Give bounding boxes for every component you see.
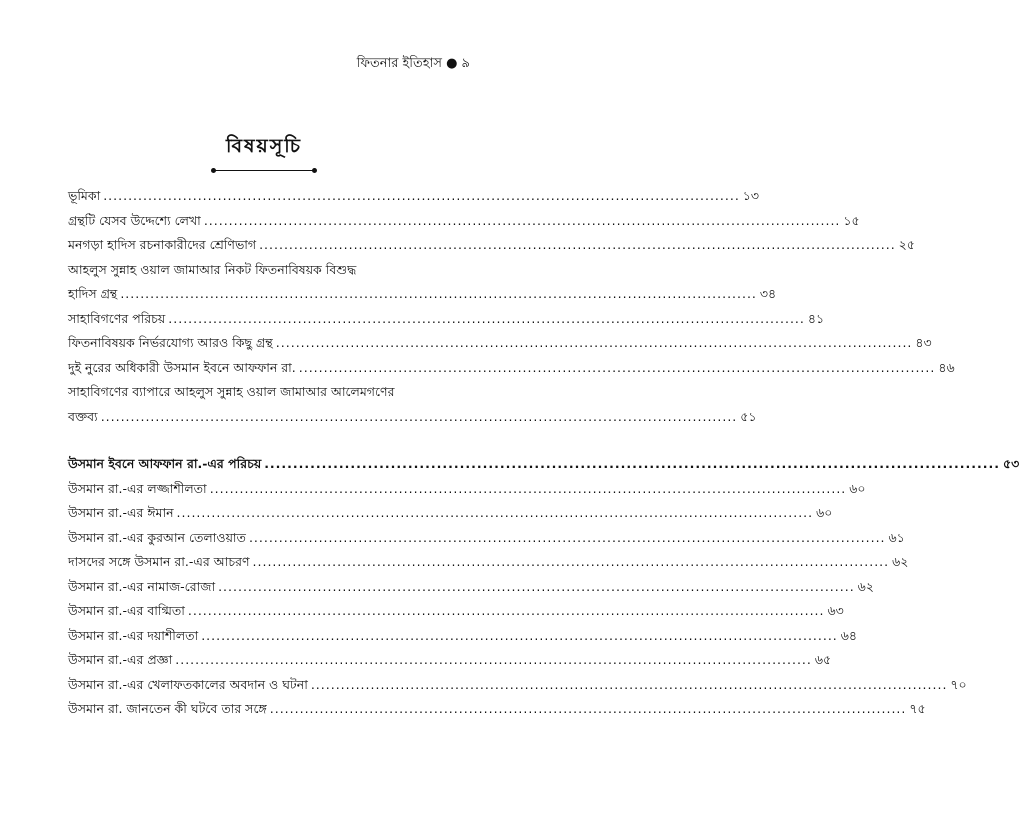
toc-entry-page: ৬০ (816, 505, 833, 520)
toc-entry-label: বক্তব্য (68, 408, 98, 424)
toc-leader-dots: ................................................................................................................................ (176, 505, 814, 520)
toc-entry-page: ৬২ (857, 578, 874, 594)
toc-entry-line-1 (68, 380, 460, 405)
toc-entry (68, 697, 926, 722)
toc-section-heading (68, 452, 1019, 477)
toc-entry (68, 501, 833, 526)
toc-entry-label: উসমান রা.-এর প্রজ্ঞা (68, 652, 173, 667)
toc-entry (68, 356, 955, 381)
toc-entry (68, 331, 932, 356)
toc-leader-dots: ................................................................................................................................ (218, 578, 855, 594)
toc-part-1 (68, 184, 955, 429)
toc-entry-label: উসমান রা. জানতেন কী ঘটবে তার সঙ্গে (68, 701, 267, 716)
toc-leader-dots: ................................................................................................................................ (209, 480, 847, 496)
toc-entry-label: দুই নুরের অধিকারী উসমান ইবনে আফফান রা. (68, 359, 296, 375)
toc-entry (68, 307, 825, 332)
toc-entry (68, 575, 874, 600)
title-wrapper (0, 132, 528, 171)
toc-leader-dots: ................................................................................................................................ (168, 310, 805, 326)
toc-entry (68, 184, 760, 209)
toc-leader-dots: ................................................................................................................................ (298, 359, 936, 375)
toc-entry (68, 526, 905, 551)
toc-leader-dots: ................................................................................................................................ (252, 554, 890, 569)
toc-entry-page: ৬০ (849, 480, 866, 496)
toc-entry-multiline (68, 258, 777, 307)
toc-leader-dots: ................................................................................................................................ (269, 701, 907, 716)
toc-leader-dots: ................................................................................................................................ (264, 456, 1000, 471)
toc-entry-label: ফিতনাবিষয়ক নির্ভরযোগ্য আরও কিছু গ্রন্থ (68, 335, 273, 350)
toc-leader-dots: ................................................................................................................................ (103, 188, 740, 203)
toc-entry-page: ১৩ (742, 188, 760, 203)
toc-entry-page: ৪৩ (915, 335, 932, 350)
toc-leader-dots: ................................................................................................................................ (100, 408, 738, 424)
toc-entry-label: গ্রন্থটি যেসব উদ্দেশ্যে লেখা (68, 212, 201, 228)
toc-entry-line-2 (68, 405, 757, 430)
toc-leader-dots: ................................................................................................................................ (248, 529, 886, 545)
toc-entry-label-line-1: সাহাবিগণের ব্যাপারে আহলুস সুন্নাহ ওয়াল জামাআর আলেমগণের (68, 384, 395, 399)
toc-leader-dots: ................................................................................................................................ (203, 212, 841, 228)
toc-entry-label: উসমান রা.-এর বাগ্মিতা (68, 603, 185, 618)
toc-entry-label: হাদিস গ্রন্থ (68, 286, 118, 301)
toc-entry (68, 624, 858, 649)
toc-entry-label: দাসদের সঙ্গে উসমান রা.-এর আচরণ (68, 554, 250, 569)
toc-leader-dots: ................................................................................................................................ (201, 627, 838, 643)
toc-entry-label: উসমান রা.-এর নামাজ-রোজা (68, 578, 216, 594)
toc-entry-page: ৬১ (888, 529, 905, 545)
toc-section-heading-page: ৫৩ (1003, 456, 1019, 471)
toc-entry-label: উসমান রা.-এর খেলাফতকালের অবদান ও ঘটনা (68, 676, 308, 692)
toc-entry-label: ভূমিকা (68, 188, 101, 203)
toc-entry (68, 599, 844, 624)
toc-entry-label: সাহাবিগণের পরিচয় (68, 310, 166, 326)
toc-entry (68, 550, 909, 575)
toc-entry (68, 648, 832, 673)
toc-leader-dots: ................................................................................................................................ (259, 237, 896, 252)
toc-entry-label-line-1: আহলুস সুন্নাহ ওয়াল জামাআর নিকট ফিতনাবিষয়ক বিশুদ্ধ (68, 261, 357, 277)
toc-leader-dots: ................................................................................................................................ (310, 676, 948, 692)
page-title: বিষয়সূচি (214, 132, 314, 171)
toc-entry-page: ৬২ (892, 554, 909, 569)
toc-entry-page: ১৫ (843, 212, 860, 228)
toc-entry-page: ৪১ (807, 310, 825, 326)
toc-entry-page: ৬৫ (814, 652, 832, 667)
toc-section-heading-label: উসমান ইবনে আফফান রা.-এর পরিচয় (68, 456, 262, 471)
toc-part-2 (68, 452, 1019, 722)
toc-entry-line-2 (68, 282, 777, 307)
toc-entry-page: ৩৪ (759, 286, 777, 301)
toc-entry-page: ৪৬ (938, 359, 955, 375)
toc-entry-label: উসমান রা.-এর কুরআন তেলাওয়াত (68, 529, 246, 545)
toc-leader-dots: ................................................................................................................................ (175, 652, 812, 667)
toc-entry (68, 233, 915, 258)
toc-entry-line-1 (68, 258, 460, 283)
toc-leader-dots: ................................................................................................................................ (275, 335, 913, 350)
toc-entry-page: ৭০ (950, 676, 967, 692)
toc-entry-page: ৬৪ (840, 627, 858, 643)
toc-leader-dots: ................................................................................................................................ (187, 603, 825, 618)
toc-entry-label: উসমান রা.-এর ঈমান (68, 505, 174, 520)
toc-entry-page: ৬৩ (827, 603, 844, 618)
toc-entry-page: ৫১ (740, 408, 757, 424)
toc-leader-dots: ................................................................................................................................ (120, 286, 757, 301)
toc-entry-label: উসমান রা.-এর দয়াশীলতা (68, 627, 199, 643)
toc-entry (68, 477, 866, 502)
toc-entry-multiline (68, 380, 757, 429)
toc-entry-label: মনগড়া হাদিস রচনাকারীদের শ্রেণিভাগ (68, 237, 257, 252)
toc-entry-page: ৭৫ (909, 701, 926, 716)
toc-entry-label: উসমান রা.-এর লজ্জাশীলতা (68, 480, 207, 496)
toc-entry (68, 673, 967, 698)
running-header: ফিতনার ইতিহাস ● ৯ (356, 56, 470, 71)
toc-entry (68, 209, 860, 234)
toc-entry-page: ২৫ (898, 237, 915, 252)
